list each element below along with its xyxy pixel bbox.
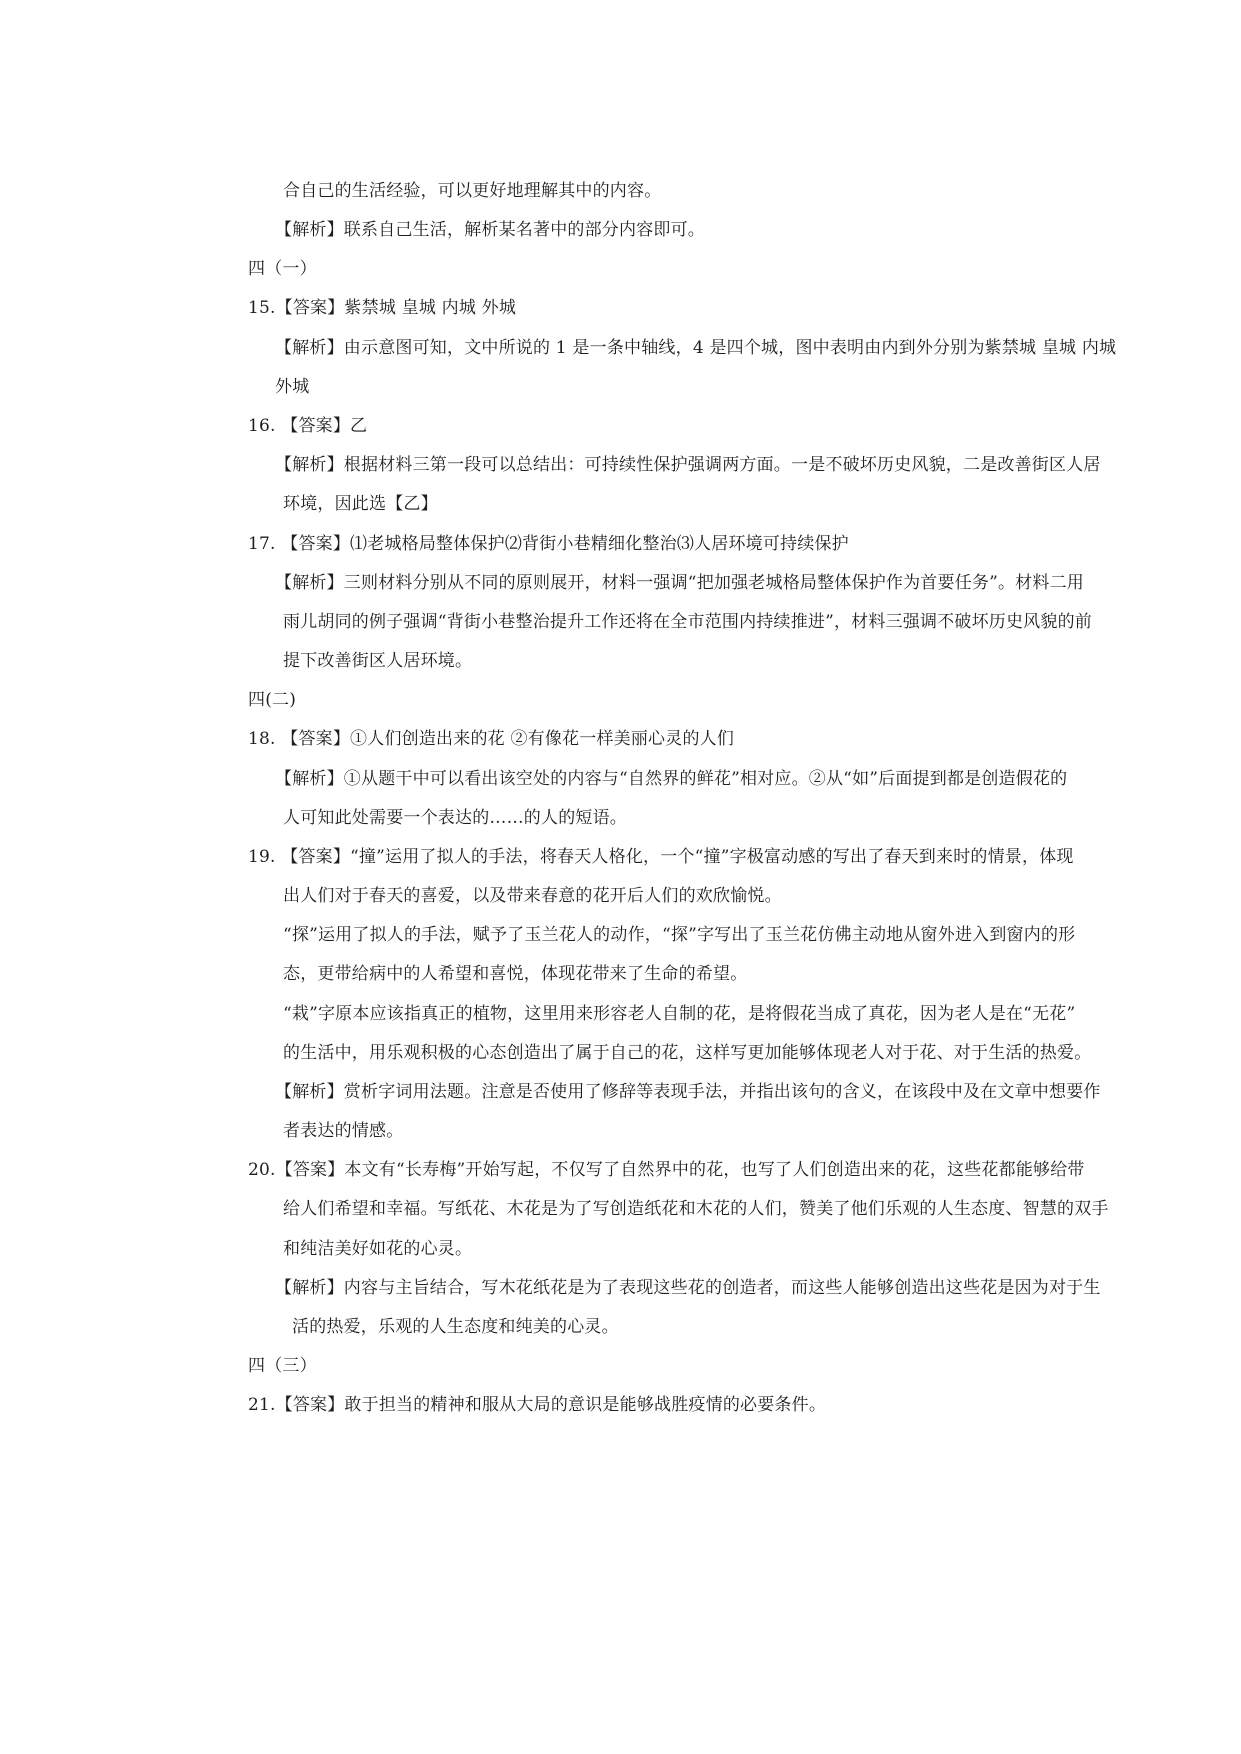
analysis-17-line-3: 提下改善街区人居环境。 xyxy=(283,651,473,671)
answer-19-line-1: 19. 【答案】“撞”运用了拟人的手法，将春天人格化，一个“撞”字极富动感的写出了春天到来时的情景，体现 xyxy=(248,847,1074,867)
answer-19-line-6: 的生活中，用乐观积极的心态创造出了属于自己的花，这样写更加能够体现老人对于花、对于生活的热爱。 xyxy=(283,1043,1092,1063)
analysis-15-line-1: 【解析】由示意图可知，文中所说的 1 是一条中轴线，4 是四个城，图中表明由内到外分别为紫禁城 皇城 内城 xyxy=(275,338,1117,358)
answer-17: 17. 【答案】⑴老城格局整体保护⑵背街小巷精细化整治⑶人居环境可持续保护 xyxy=(248,534,849,554)
analysis-18-line-2: 人可知此处需要一个表达的……的人的短语。 xyxy=(283,808,627,828)
section-heading: 四（一） xyxy=(248,259,317,279)
analysis-19-line-1: 【解析】赏析字词用法题。注意是否使用了修辞等表现手法，并指出该句的含义，在该段中及在文章中想要作 xyxy=(275,1082,1101,1102)
analysis-16-line-2: 环境，因此选【乙】 xyxy=(283,494,438,514)
answer-15: 15.【答案】紫禁城 皇城 内城 外城 xyxy=(248,298,517,318)
answer-18: 18. 【答案】①人们创造出来的花 ②有像花一样美丽心灵的人们 xyxy=(248,729,735,749)
analysis-15-line-2: 外城 xyxy=(275,377,310,397)
analysis-20-line-1: 【解析】内容与主旨结合，写木花纸花是为了表现这些花的创造者，而这些人能够创造出这些花是因为对于生 xyxy=(275,1278,1101,1298)
answer-16: 16. 【答案】乙 xyxy=(248,416,368,436)
answer-20-line-1: 20.【答案】本文有“长寿梅”开始写起，不仅写了自然界中的花，也写了人们创造出来的花，这些花都能够给带 xyxy=(248,1160,1085,1180)
answer-19-line-2: 出人们对于春天的喜爱，以及带来春意的花开后人们的欢欣愉悦。 xyxy=(283,886,782,906)
answer-21: 21.【答案】敢于担当的精神和服从大局的意识是能够战胜疫情的必要条件。 xyxy=(248,1395,827,1415)
analysis-17-line-2: 雨儿胡同的例子强调“背街小巷整治提升工作还将在全市范围内持续推进”，材料三强调不破坏历史风貌的前 xyxy=(283,612,1092,632)
analysis-16-line-1: 【解析】根据材料三第一段可以总结出：可持续性保护强调两方面。一是不破坏历史风貌，二是改善街区人居 xyxy=(275,455,1101,475)
analysis-17-line-1: 【解析】三则材料分别从不同的原则展开，材料一强调“把加强老城格局整体保护作为首要任务”。材料二用 xyxy=(275,573,1084,593)
answer-19-line-3: “探”运用了拟人的手法，赋予了玉兰花人的动作，“探”字写出了玉兰花仿佛主动地从窗外进入到窗内的形 xyxy=(283,925,1076,945)
answer-19-line-4: 态，更带给病中的人希望和喜悦，体现花带来了生命的希望。 xyxy=(283,964,748,984)
text-line-1: 合自己的生活经验，可以更好地理解其中的内容。 xyxy=(283,181,662,201)
answer-19-line-5: “栽”字原本应该指真正的植物，这里用来形容老人自制的花，是将假花当成了真花，因为老人是在“无花” xyxy=(283,1004,1076,1024)
analysis-18-line-1: 【解析】①从题干中可以看出该空处的内容与“自然界的鲜花”相对应。②从“如”后面提到都是创造假花的 xyxy=(275,769,1068,789)
analysis-line: 【解析】联系自己生活，解析某名著中的部分内容即可。 xyxy=(275,220,705,240)
answer-20-line-3: 和纯洁美好如花的心灵。 xyxy=(283,1239,473,1259)
analysis-20-line-2: 活的热爱，乐观的人生态度和纯美的心灵。 xyxy=(292,1317,619,1337)
section-heading: 四(二) xyxy=(248,690,297,710)
analysis-19-line-2: 者表达的情感。 xyxy=(283,1121,404,1141)
answer-20-line-2: 给人们希望和幸福。写纸花、木花是为了写创造纸花和木花的人们，赞美了他们乐观的人生态度、智慧的双手 xyxy=(283,1199,1109,1219)
section-heading: 四（三） xyxy=(248,1356,317,1376)
